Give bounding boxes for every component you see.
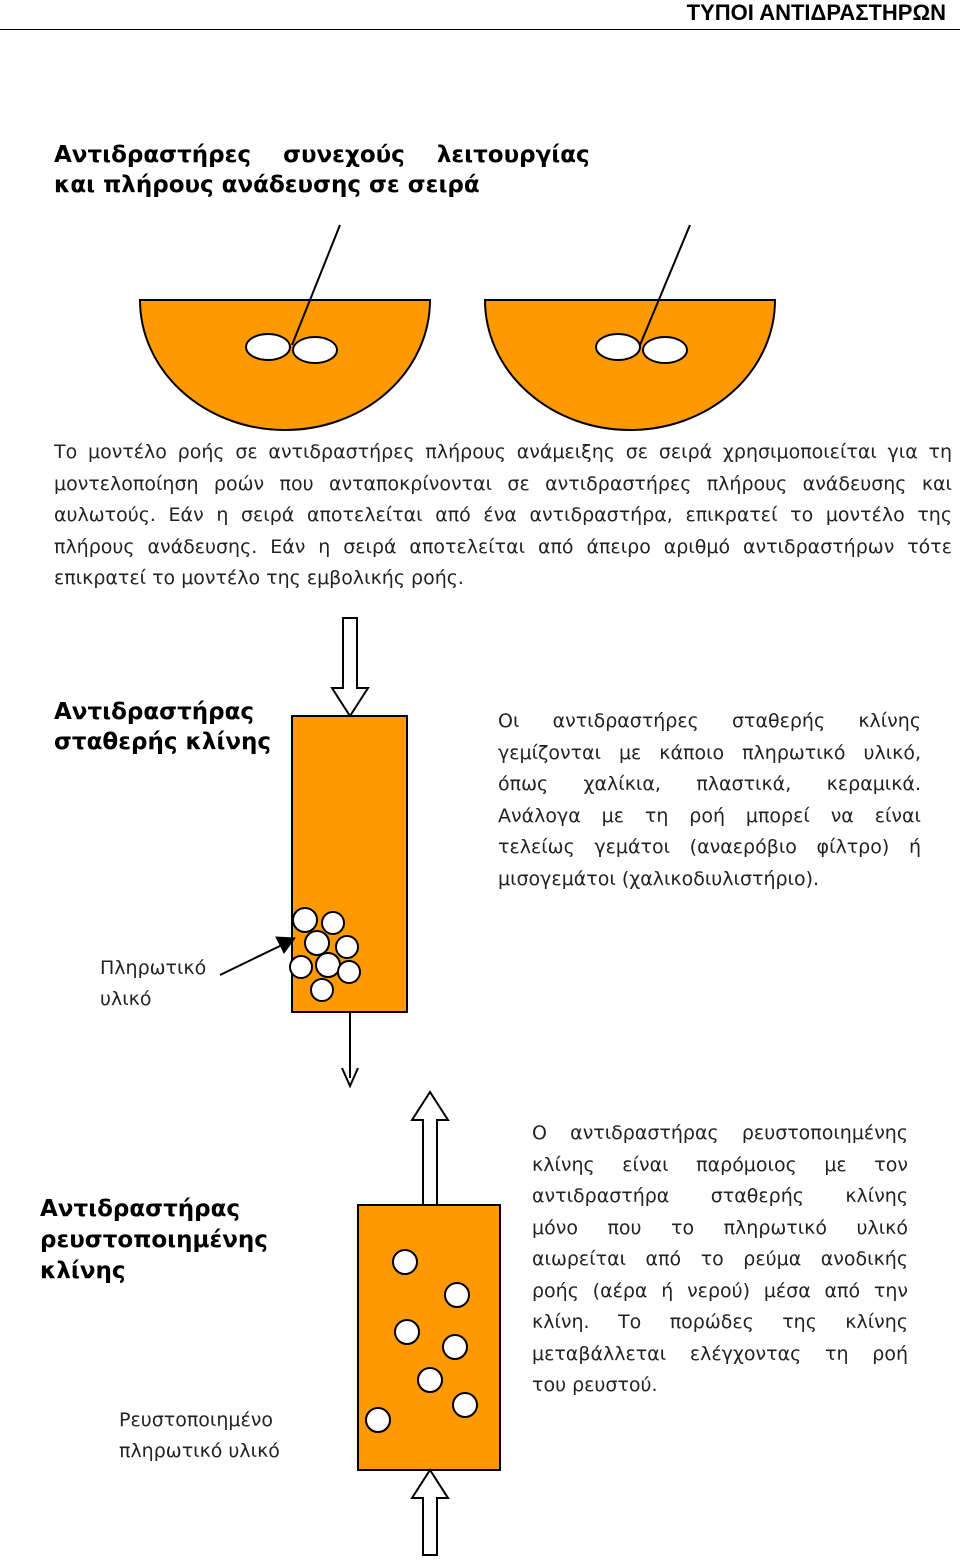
fixed-bed-title xyxy=(54,697,284,757)
page-header-title: ΤΥΠΟΙ ΑΝΤΙΔΡΑΣΤΗΡΩΝ xyxy=(686,0,946,25)
cstr-paragraph-line: πλήρους ανάδευσης. Εάν η σειρά αποτελείται από άπειρο αριθμό αντιδραστήρων τότε xyxy=(54,535,952,558)
fixed-bed-title-line1: Αντιδραστήρας xyxy=(54,699,255,725)
cstr-tank-2 xyxy=(485,300,775,430)
fixed-bed-diagram xyxy=(220,618,407,1086)
packing-particle xyxy=(290,956,312,978)
packing-particle xyxy=(311,979,333,1001)
packing-particle xyxy=(305,931,329,955)
fluidized-bed-description-line: μόνο που το πληρωτικό υλικό xyxy=(532,1216,908,1239)
fluidized-particle xyxy=(443,1335,467,1359)
fluidized-packing-label xyxy=(119,1405,319,1467)
cstr-title-line1: Αντιδραστήρες συνεχούς λειτουργίας xyxy=(54,142,590,168)
packing-particle xyxy=(322,912,344,934)
fluidized-particle xyxy=(366,1408,390,1432)
cstr-tank-1 xyxy=(140,300,430,430)
packing-label-line2: υλικό xyxy=(100,988,152,1010)
cstr-paragraph-line: Το μοντέλο ροής σε αντιδραστήρες πλήρους ανάμειξης σε σειρά χρησιμοποιείται για τη xyxy=(54,441,952,463)
fluidized-bed-description-line: κλίνης είναι παρόμοιος με τον xyxy=(532,1153,908,1176)
fixed-bed-description-line: όπως χαλίκια, πλαστικά, κεραμικά. xyxy=(498,773,921,795)
fluidized-particle xyxy=(418,1368,442,1392)
fixed-bed-description-line: Οι αντιδραστήρες σταθερής κλίνης xyxy=(498,710,921,732)
cstr-impeller-blade xyxy=(643,337,687,363)
fixed-bed-title-line2: σταθερής κλίνης xyxy=(54,729,272,755)
fluidized-bed-description-line: μεταβάλλεται ελέγχοντας τη ροή xyxy=(532,1342,908,1365)
packing-label-line1: Πληρωτικό xyxy=(100,957,207,979)
cstr-paragraph-line: μοντελοποίηση ροών που ανταποκρίνονται σε αντιδραστήρες πλήρους ανάδευσης και xyxy=(54,472,952,495)
packing-material-label xyxy=(100,953,230,1015)
fluidized-bed-description-line: αιωρείται από το ρεύμα ανοδικής xyxy=(532,1248,908,1270)
cstr-title-line2: και πλήρους ανάδευσης σε σειρά xyxy=(54,172,480,198)
fluidized-bed-description xyxy=(532,1118,908,1402)
packing-particle xyxy=(336,936,358,958)
fluidized-bed-title xyxy=(40,1194,300,1287)
fluidized-bed-diagram xyxy=(358,1092,500,1555)
fluidized-particle xyxy=(445,1283,469,1307)
fluidized-particle xyxy=(453,1393,477,1417)
fluidized-bed-title-line3: κλίνης xyxy=(40,1258,126,1284)
fluidized-bed-description-line: του ρευστού. xyxy=(532,1374,658,1396)
fixed-bed-description-line: Ανάλογα με τη ροή μπορεί να είναι xyxy=(498,804,921,827)
fluidized-bed-description-line: αντιδραστήρα σταθερής κλίνης xyxy=(532,1185,908,1207)
packing-particle xyxy=(338,961,360,983)
cstr-paragraph xyxy=(54,437,952,595)
cstr-series-diagram xyxy=(140,225,775,430)
fluidized-packing-label-line1: Ρευστοποιημένο xyxy=(119,1409,273,1431)
cstr-impeller-blade xyxy=(293,337,337,363)
fluidized-bed-inlet-arrow xyxy=(412,1470,448,1555)
fluidized-bed-title-line2: ρευστοποιημένης xyxy=(40,1227,268,1253)
fluidized-bed-description-line: ροής (αέρα ή νερού) μέσα από την xyxy=(532,1279,908,1302)
cstr-impeller-blade xyxy=(246,334,290,360)
packing-particle xyxy=(316,953,340,977)
fluidized-bed-description-line: κλίνη. Το πορώδες της κλίνης xyxy=(532,1311,908,1333)
fluidized-bed-description-line: Ο αντιδραστήρας ρευστοποιημένης xyxy=(532,1122,908,1144)
fixed-bed-description-line: τελείως γεμάτοι (αναερόβιο φίλτρο) ή xyxy=(498,836,921,858)
cstr-impeller-blade xyxy=(596,334,640,360)
packing-particle xyxy=(293,908,317,932)
fluidized-particle xyxy=(395,1320,419,1344)
fluidized-bed-outlet-arrow xyxy=(412,1092,448,1205)
fixed-bed-inlet-arrow xyxy=(332,618,368,716)
fluidized-packing-label-line2: πληρωτικό υλικό xyxy=(119,1440,280,1462)
cstr-paragraph-line: αυλωτούς. Εάν η σειρά αποτελείται από ένα αντιδραστήρα, επικρατεί το μοντέλο της xyxy=(54,504,952,526)
fixed-bed-description-line: μισογεμάτοι (χαλικοδιυλιστήριο). xyxy=(498,867,820,890)
cstr-paragraph-line: επικρατεί το μοντέλο της εμβολικής ροής. xyxy=(54,567,464,589)
fluidized-bed-title-line1: Αντιδραστήρας xyxy=(40,1196,241,1222)
fixed-bed-description-line: γεμίζονται με κάποιο πληρωτικό υλικό, xyxy=(498,741,921,764)
fluidized-particle xyxy=(393,1250,417,1274)
fixed-bed-description xyxy=(498,706,921,895)
